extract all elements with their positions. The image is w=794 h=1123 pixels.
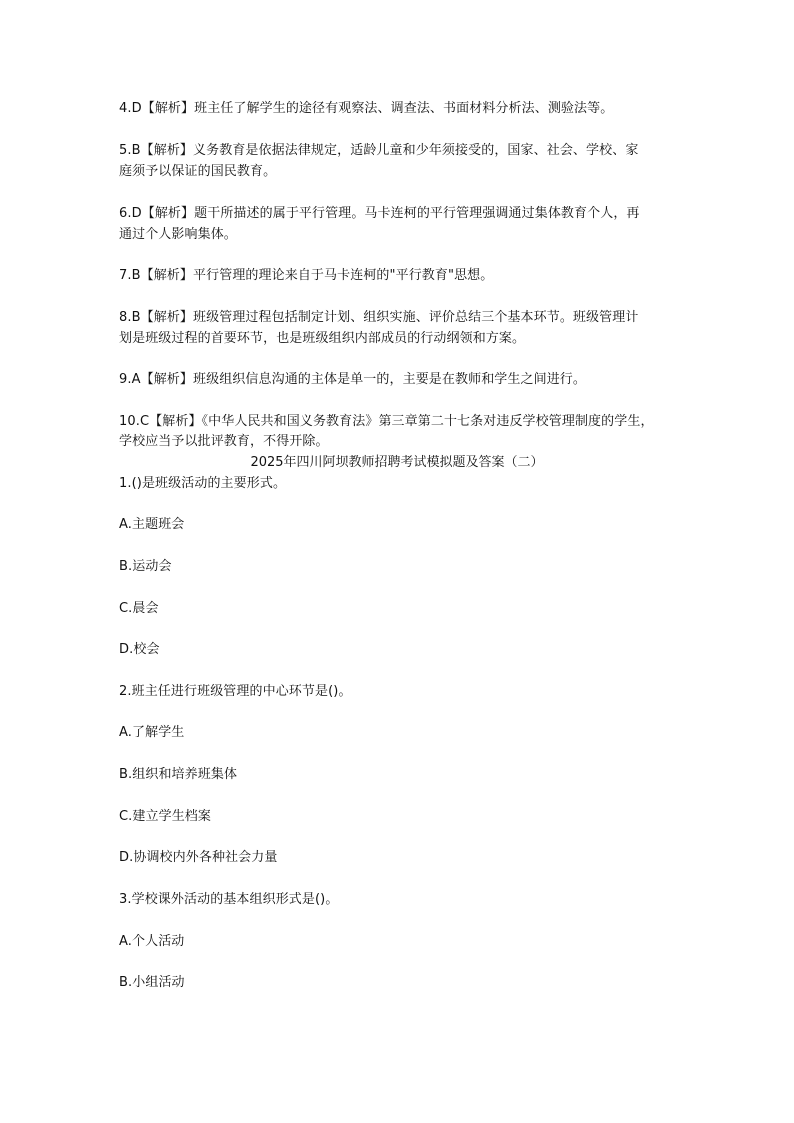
answer-10-line-2: 学校应当予以批评教育，不得开除。: [119, 434, 329, 449]
question-2-option-b: B.组织和培养班集体: [119, 767, 238, 782]
answer-8-line-2: 划是班级过程的首要环节，也是班级组织内部成员的行动纲领和方案。: [119, 331, 526, 346]
question-1-option-d: D.校会: [119, 642, 160, 657]
question-3-option-a: A.个人活动: [119, 934, 185, 949]
question-3: 3.学校课外活动的基本组织形式是()。: [119, 892, 339, 907]
question-2: 2.班主任进行班级管理的中心环节是()。: [119, 684, 352, 699]
answer-7: 7.B【解析】平行管理的理论来自于马卡连柯的"平行教育"思想。: [119, 268, 494, 283]
question-1-option-a: A.主题班会: [119, 517, 185, 532]
question-1-option-b: B.运动会: [119, 559, 172, 574]
question-2-option-d: D.协调校内外各种社会力量: [119, 850, 278, 865]
section-title: 2025年四川阿坝教师招聘考试模拟题及答案（二）: [250, 455, 544, 470]
question-1-option-c: C.晨会: [119, 601, 159, 616]
answer-4: 4.D【解析】班主任了解学生的途径有观察法、调查法、书面材料分析法、测验法等。: [119, 101, 614, 116]
answer-10-line-1: 10.C【解析】《中华人民共和国义务教育法》第三章第二十七条对违反学校管理制度的学生，: [119, 414, 654, 429]
answer-6-line-2: 通过个人影响集体。: [119, 227, 237, 242]
answer-8-line-1: 8.B【解析】班级管理过程包括制定计划、组织实施、评价总结三个基本环节。班级管理计: [119, 310, 639, 325]
answer-9: 9.A【解析】班级组织信息沟通的主体是单一的，主要是在教师和学生之间进行。: [119, 372, 586, 387]
answer-5-line-1: 5.B【解析】义务教育是依据法律规定，适龄儿童和少年须接受的，国家、社会、学校、家: [119, 143, 639, 158]
answer-6-line-1: 6.D【解析】题干所描述的属于平行管理。马卡连柯的平行管理强调通过集体教育个人，再: [119, 206, 640, 221]
question-2-option-c: C.建立学生档案: [119, 809, 212, 824]
question-2-option-a: A.了解学生: [119, 725, 185, 740]
question-3-option-b: B.小组活动: [119, 975, 185, 990]
question-1: 1.()是班级活动的主要形式。: [119, 476, 287, 491]
answer-5-line-2: 庭须予以保证的国民教育。: [119, 164, 277, 179]
